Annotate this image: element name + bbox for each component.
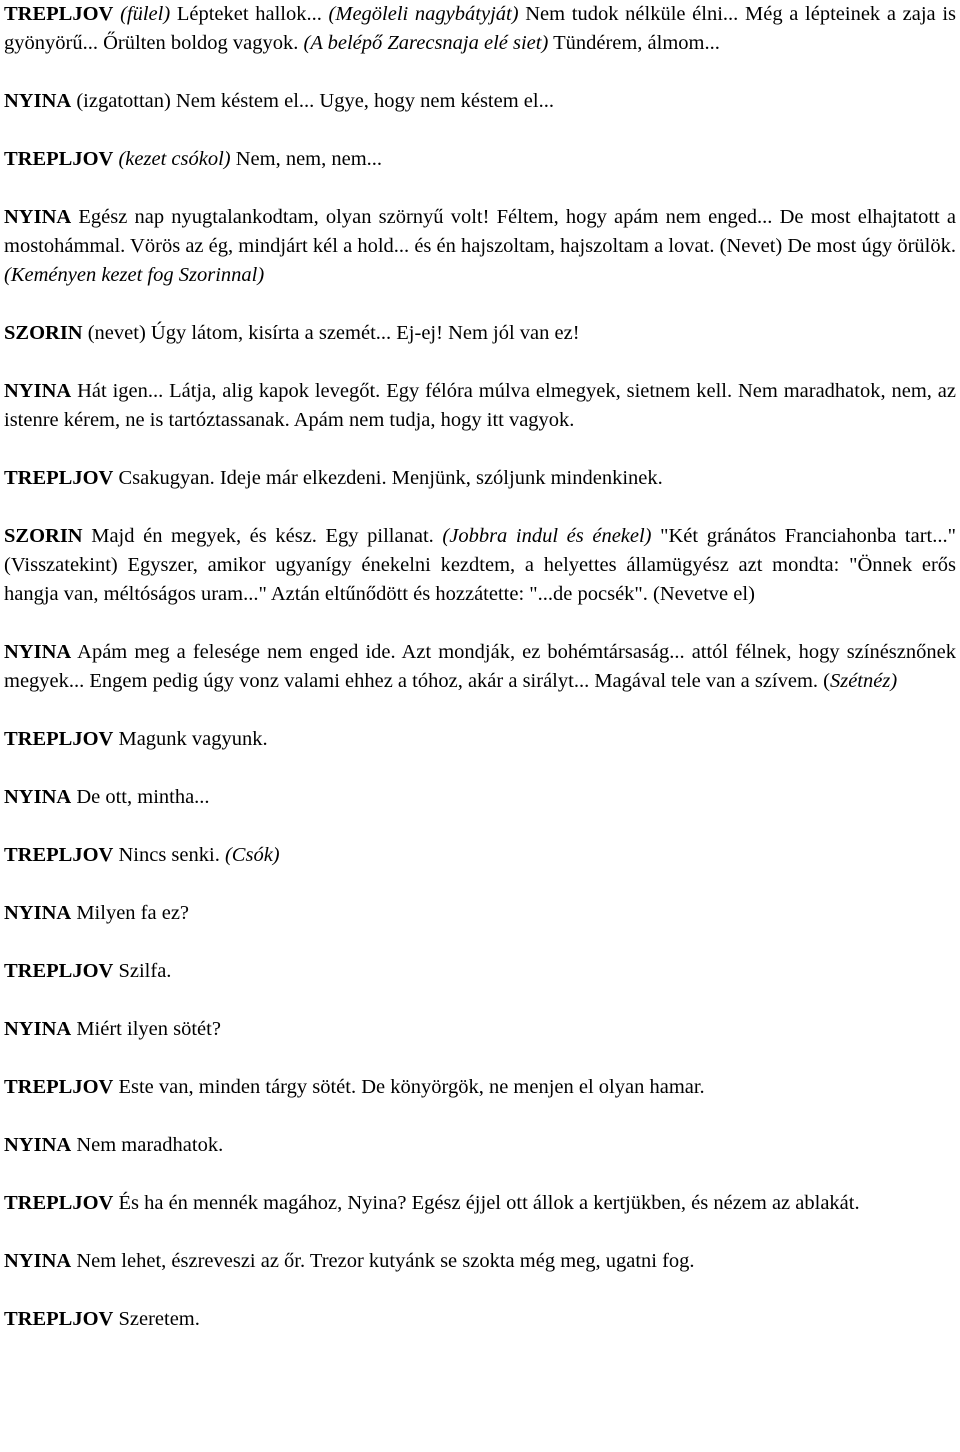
- dialogue-paragraph: [4, 0, 956, 58]
- speaker-name: TREPLJOV: [4, 844, 114, 866]
- dialogue-paragraph: [4, 841, 956, 870]
- dialogue-text: De ott, mintha...: [71, 786, 210, 808]
- dialogue-text: És ha én mennék magához, Nyina? Egész éjjel ott állok a kertjükben, és nézem az ablakát.: [113, 1192, 860, 1214]
- dialogue-paragraph: [4, 957, 956, 986]
- stage-direction: (A belépő Zarecsnaja elé siet): [303, 32, 549, 54]
- dialogue-paragraph: [4, 1131, 956, 1160]
- speaker-name: TREPLJOV: [4, 960, 114, 982]
- stage-direction: (Keményen kezet fog Szorinnal): [4, 264, 265, 286]
- dialogue-paragraph: [4, 1073, 956, 1102]
- dialogue-text: Szeretem.: [113, 1308, 200, 1330]
- dialogue-text: Apám meg a felesége nem enged ide. Azt mondják, ez bohémtársaság... attól félnek, hogy színésznőnek megyek... Engem pedig úgy vonz valami ehhez a tóhoz, akár a sirályt... Magával tele van a szívem. (: [4, 641, 956, 692]
- dialogue-paragraph: [4, 87, 956, 116]
- speaker-name: NYINA: [4, 786, 72, 808]
- dialogue-text: Milyen fa ez?: [71, 902, 190, 924]
- stage-direction: Szétnéz): [829, 670, 898, 692]
- speaker-name: NYINA: [4, 1134, 72, 1156]
- dialogue-text: Egész nap nyugtalankodtam, olyan szörnyű volt! Féltem, hogy apám nem enged... De most elhajtatott a mostohámmal. Vörös az ég, mindjárt kél a hold... és én hajszoltam, hajszoltam a lovat. (Nevet) De most úgy örülök.: [4, 206, 956, 257]
- dialogue-paragraph: [4, 899, 956, 928]
- speaker-name: TREPLJOV: [4, 1192, 114, 1214]
- speaker-name: TREPLJOV: [4, 3, 114, 25]
- dialogue-text: Nincs senki.: [113, 844, 225, 866]
- dialogue-text: (nevet) Úgy látom, kisírta a szemét... Ej-ej! Nem jól van ez!: [82, 322, 580, 344]
- dialogue-paragraph: [4, 145, 956, 174]
- dialogue-paragraph: [4, 1305, 956, 1334]
- stage-direction: (Csók): [224, 844, 280, 866]
- dialogue-paragraph: [4, 1189, 956, 1218]
- dialogue-paragraph: [4, 377, 956, 435]
- dialogue-paragraph: [4, 725, 956, 754]
- speaker-name: NYINA: [4, 1250, 72, 1272]
- dialogue-paragraph: [4, 783, 956, 812]
- stage-direction: (Megöleli nagybátyját): [328, 3, 519, 25]
- dialogue-text: Hát igen... Látja, alig kapok levegőt. Egy félóra múlva elmegyek, sietnem kell. Nem maradhatok, nem, az istenre kérem, ne is tartóztassanak. Apám nem tudja, hogy itt vagyok.: [4, 380, 956, 431]
- dialogue-paragraph: [4, 1247, 956, 1276]
- dialogue-text: Csakugyan. Ideje már elkezdeni. Menjünk, szóljunk mindenkinek.: [113, 467, 663, 489]
- speaker-name: NYINA: [4, 206, 72, 228]
- dialogue-paragraph: [4, 638, 956, 696]
- dialogue-text: Nem lehet, észreveszi az őr. Trezor kutyánk se szokta még meg, ugatni fog.: [71, 1250, 695, 1272]
- speaker-name: TREPLJOV: [4, 1076, 114, 1098]
- dialogue-text: Lépteket hallok...: [170, 3, 329, 25]
- speaker-name: TREPLJOV: [4, 728, 114, 750]
- speaker-name: NYINA: [4, 1018, 72, 1040]
- stage-direction: (fülel): [120, 3, 171, 25]
- dialogue-paragraph: [4, 464, 956, 493]
- dialogue-text: Nem, nem, nem...: [230, 148, 383, 170]
- dialogue-text: "Két gránátos Franciahonba tart..." (Visszatekint) Egyszer, amikor ugyanígy énekelni kezdtem, a helyettes államügyész azt mondta: "Önnek erős hangja van, méltóságos uram..." Aztán eltűnődött és hozzátette: "...de pocsék". (Nevetve el): [4, 525, 956, 605]
- speaker-name: TREPLJOV: [4, 148, 114, 170]
- stage-direction: (kezet csókol): [118, 148, 231, 170]
- dialogue-text: Szilfa.: [113, 960, 172, 982]
- speaker-name: TREPLJOV: [4, 1308, 114, 1330]
- speaker-name: NYINA: [4, 641, 72, 663]
- dialogue-paragraph: [4, 522, 956, 609]
- dialogue-paragraph: [4, 1015, 956, 1044]
- dialogue-text: (izgatottan) Nem késtem el... Ugye, hogy nem késtem el...: [71, 90, 554, 112]
- stage-direction: (Jobbra indul és énekel): [442, 525, 652, 547]
- dialogue-text: Majd én megyek, és kész. Egy pillanat.: [82, 525, 443, 547]
- dialogue-text: Miért ilyen sötét?: [71, 1018, 221, 1040]
- dialogue-text: Este van, minden tárgy sötét. De könyörgök, ne menjen el olyan hamar.: [113, 1076, 705, 1098]
- speaker-name: TREPLJOV: [4, 467, 114, 489]
- speaker-name: NYINA: [4, 902, 72, 924]
- dialogue-text: Nem maradhatok.: [71, 1134, 224, 1156]
- dialogue-paragraph: [4, 203, 956, 290]
- speaker-name: SZORIN: [4, 322, 83, 344]
- dialogue-paragraph: [4, 319, 956, 348]
- dialogue-text: Tündérem, álmom...: [548, 32, 720, 54]
- speaker-name: NYINA: [4, 380, 72, 402]
- speaker-name: SZORIN: [4, 525, 83, 547]
- dialogue-text: Nem tudok nélküle élni... Még a lépteinek a zaja is gyönyörű... Őrülten boldog vagyok.: [4, 3, 957, 54]
- speaker-name: NYINA: [4, 90, 72, 112]
- dialogue-text: Magunk vagyunk.: [113, 728, 268, 750]
